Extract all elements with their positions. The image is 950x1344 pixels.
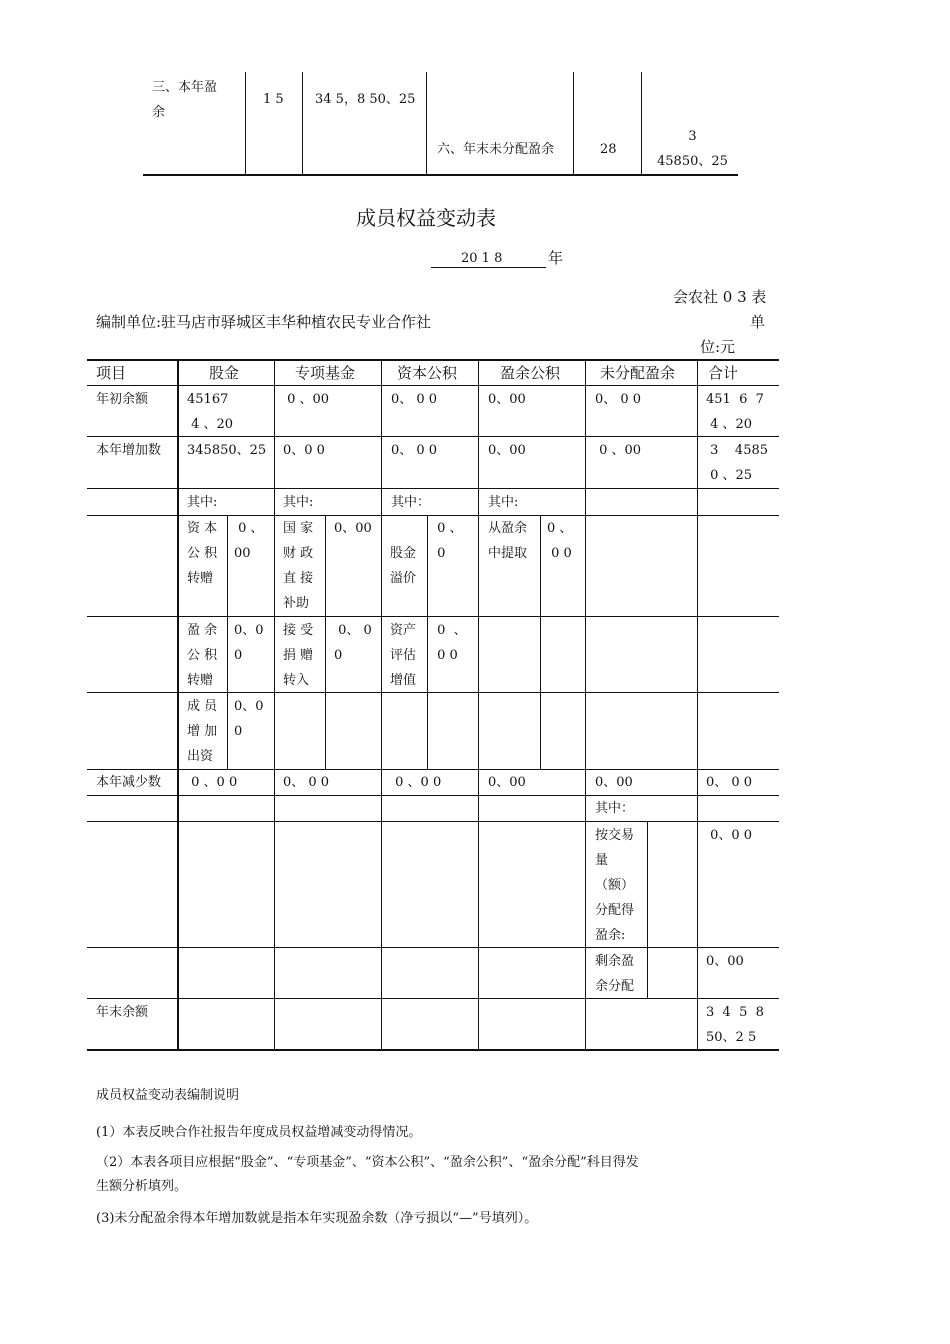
- row-border: [87, 821, 779, 822]
- column-border: [478, 359, 479, 1050]
- opening-special-fund: 0 、00: [283, 392, 330, 407]
- col-header-equity: 股金: [209, 364, 240, 382]
- decrease-label: 本年减少数: [96, 775, 162, 790]
- sub-column-border: [325, 515, 326, 769]
- column-border: [177, 359, 179, 1050]
- sub-column-border: [427, 515, 428, 769]
- of-which-label: 其中：: [391, 495, 431, 510]
- row3-amount: 34 5，8 50、25: [315, 92, 416, 107]
- of-which-label: 其中:: [187, 495, 218, 510]
- share-premium-label: 股金 溢价: [390, 546, 417, 586]
- increase-equity: 345850、25: [187, 443, 267, 458]
- notes-heading: 成员权益变动表编制说明: [96, 1088, 240, 1103]
- from-surplus-label: 从盈余 中提取: [488, 521, 528, 561]
- asset-revaluation-value: 0 、 0 0: [437, 623, 467, 663]
- of-which-label: 其中:: [488, 495, 519, 510]
- surplus-transfer-label: 盈 余 公 积 转赠: [187, 623, 218, 688]
- surplus-transfer-value: 0、0 0: [234, 623, 264, 663]
- capital-transfer-value: 0 、 00: [234, 521, 264, 561]
- note-2: （2）本表各项目应根据“股金”、“专项基金”、“资本公积”、“盈余公积”、“盈余分配”科目得发: [96, 1155, 639, 1170]
- increase-undistributed: 0 、00: [595, 443, 642, 458]
- row3-label: 三、本年盈 余: [152, 80, 218, 120]
- header-bottom-border: [87, 385, 779, 386]
- col-header-undistributed: 未分配盈余: [600, 364, 676, 382]
- decrease-special-fund: 0、 0 0: [283, 775, 330, 790]
- of-which-label: 其中:: [283, 495, 314, 510]
- row6-label: 六、年末未分配盈余: [437, 142, 555, 157]
- by-trade-label: 按交易 量 （额） 分配得 盈余:: [595, 828, 635, 943]
- increase-label: 本年增加数: [96, 443, 162, 458]
- col-header-total: 合计: [708, 364, 739, 382]
- year-unit: 年: [548, 249, 564, 267]
- by-trade-value: 0、0 0: [706, 828, 753, 843]
- increase-total: 3 4585 0 、25: [710, 443, 769, 483]
- decrease-undistributed: 0、00: [595, 775, 633, 790]
- column-border: [585, 359, 586, 1050]
- note-1: (1）本表反映合作社报告年度成员权益增减变动得情况。: [96, 1125, 422, 1140]
- sub-column-border: [647, 821, 648, 998]
- divider: [302, 72, 303, 175]
- org-name: 编制单位:驻马店市驿城区丰华种植农民专业合作社: [96, 313, 432, 331]
- member-capital-label: 成 员 增 加 出资: [187, 699, 218, 764]
- col-header-special-fund: 专项基金: [295, 364, 356, 382]
- divider: [143, 174, 738, 176]
- note-2-cont: 生额分析填列。: [96, 1179, 188, 1194]
- divider: [426, 72, 427, 175]
- divider: [245, 72, 246, 175]
- unit-label-2: 位:元: [700, 338, 736, 356]
- col-header-surplus-reserve: 盈余公积: [500, 364, 561, 382]
- sub-column-border: [540, 515, 541, 769]
- decrease-of-which: 其中：: [595, 801, 635, 816]
- asset-revaluation-label: 资产 评估 增值: [390, 623, 417, 688]
- opening-total: 451 6 7 4 、20: [706, 392, 764, 432]
- table-bottom-border: [87, 1049, 779, 1051]
- closing-label: 年末余额: [96, 1005, 149, 1020]
- increase-capital-reserve: 0、 0 0: [391, 443, 438, 458]
- form-code: 会农社 0 3 表: [673, 288, 767, 306]
- opening-label: 年初余额: [96, 392, 149, 407]
- col-header-item: 项目: [96, 364, 127, 382]
- col-header-capital-reserve: 资本公积: [397, 364, 458, 382]
- note-3: (3)未分配盈余得本年增加数就是指本年实现盈余数（净亏损以“—”号填列）。: [96, 1211, 538, 1226]
- closing-total: 3 4 5 8 50、2 5: [706, 1005, 764, 1045]
- row-border: [87, 488, 779, 489]
- divider: [573, 72, 574, 175]
- increase-special-fund: 0、0 0: [283, 443, 325, 458]
- capital-transfer-label: 资 本 公 积 转赠: [187, 521, 218, 586]
- row6-line-no: 28: [600, 142, 617, 157]
- unit-label: 单: [750, 313, 766, 331]
- decrease-surplus-reserve: 0、00: [488, 775, 526, 790]
- row-border: [87, 795, 779, 796]
- share-premium-value: 0 、 0: [437, 521, 463, 561]
- opening-surplus-reserve: 0、00: [488, 392, 526, 407]
- column-border: [381, 359, 382, 1050]
- row3-line-no: 1 5: [263, 92, 284, 107]
- report-year: 20 1 8: [461, 251, 503, 266]
- gov-subsidy-label: 国 家 财 政 直 接 补助: [283, 521, 314, 611]
- divider: [641, 72, 642, 175]
- opening-equity: 45167 4 、20: [187, 392, 234, 432]
- decrease-total: 0、 0 0: [706, 775, 753, 790]
- from-surplus-value: 0 、 0 0: [547, 521, 573, 561]
- member-capital-value: 0、0 0: [234, 699, 264, 739]
- sub-column-border: [227, 515, 228, 769]
- row-border: [87, 998, 779, 999]
- column-border: [274, 359, 275, 1050]
- year-underline: [431, 267, 546, 268]
- gov-subsidy-value: 0、00: [334, 521, 372, 536]
- remaining-value: 0、00: [706, 954, 744, 969]
- row-border: [87, 616, 779, 617]
- row-border: [87, 947, 779, 948]
- donation-label: 接 受 捐 赠 转入: [283, 623, 314, 688]
- decrease-equity: 0 、0 0: [187, 775, 238, 790]
- page-title: 成员权益变动表: [356, 206, 496, 230]
- opening-undistributed: 0、 0 0: [595, 392, 642, 407]
- row6-amount: 3 45850、25: [657, 129, 728, 169]
- donation-value: 0、 0 0: [334, 623, 372, 663]
- opening-capital-reserve: 0、 0 0: [391, 392, 438, 407]
- increase-surplus-reserve: 0、00: [488, 443, 526, 458]
- decrease-capital-reserve: 0 、0 0: [391, 775, 442, 790]
- remaining-label: 剩余盈 余分配: [595, 954, 635, 994]
- column-border: [697, 359, 698, 1050]
